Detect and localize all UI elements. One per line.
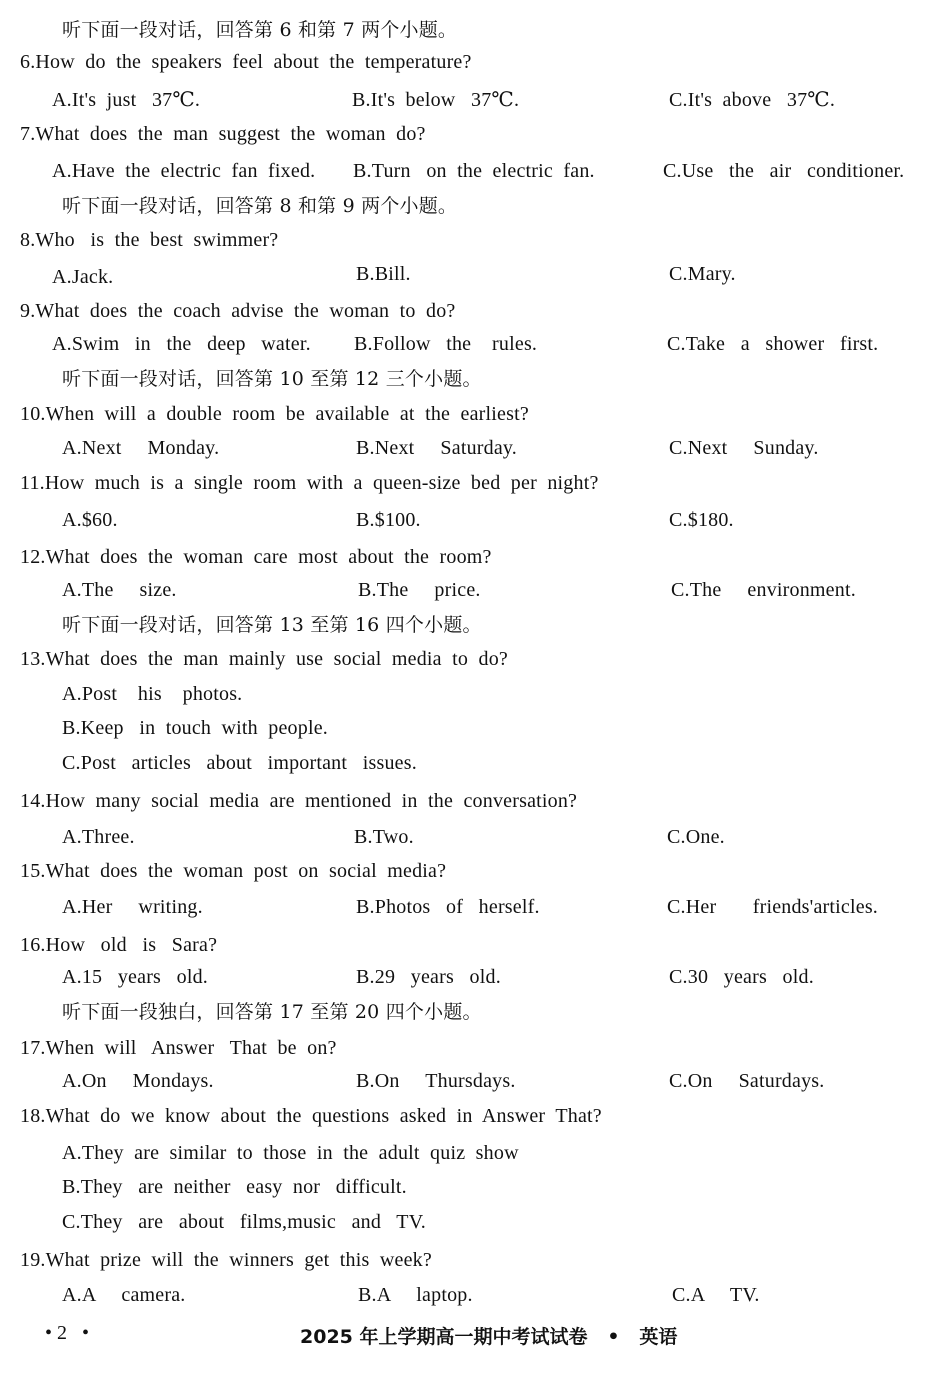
option-6b: B.It's below 37℃. <box>352 89 520 111</box>
question-12: 12.What does the woman care most about the room? <box>20 546 492 568</box>
option-16b: B.29 years old. <box>356 966 501 988</box>
option-12c: C.The environment. <box>671 579 856 601</box>
question-18: 18.What do we know about the questions asked in Answer That? <box>20 1105 602 1127</box>
option-16c: C.30 years old. <box>669 966 814 988</box>
option-17b: B.On Thursdays. <box>356 1070 516 1092</box>
option-11c: C.$180. <box>669 509 734 531</box>
option-9a: A.Swim in the deep water. <box>52 333 311 355</box>
instruction-10-12: 听下面一段对话，回答第 10 至第 12 三个小题。 <box>62 368 482 390</box>
page-number: • 2 • <box>45 1322 90 1344</box>
page-footer <box>0 1322 950 1350</box>
option-9c: C.Take a shower first. <box>667 333 879 355</box>
option-12b: B.The price. <box>358 579 481 601</box>
option-19a: A.A camera. <box>62 1284 186 1306</box>
option-14c: C.One. <box>667 826 725 848</box>
instruction-8-9: 听下面一段对话，回答第 8 和第 9 两个小题。 <box>62 195 458 217</box>
option-13a: A.Post his photos. <box>62 683 243 705</box>
option-17c: C.On Saturdays. <box>669 1070 825 1092</box>
option-17a: A.On Mondays. <box>62 1070 214 1092</box>
question-11: 11.How much is a single room with a queen-size bed per night? <box>20 472 599 494</box>
option-7a: A.Have the electric fan fixed. <box>52 160 316 182</box>
instruction-13-16: 听下面一段对话，回答第 13 至第 16 四个小题。 <box>62 614 482 636</box>
option-15c: C.Her friends'articles. <box>667 896 879 918</box>
option-9b: B.Follow the rules. <box>354 333 538 355</box>
option-10c: C.Next Sunday. <box>669 437 819 459</box>
option-18a: A.They are similar to those in the adult quiz show <box>62 1142 519 1164</box>
instruction-6-7: 听下面一段对话，回答第 6 和第 7 两个小题。 <box>62 19 458 41</box>
option-10b: B.Next Saturday. <box>356 437 518 459</box>
option-13b: B.Keep in touch with people. <box>62 717 328 739</box>
option-12a: A.The size. <box>62 579 177 601</box>
question-6: 6.How do the speakers feel about the temperature? <box>20 51 472 73</box>
option-7b: B.Turn on the electric fan. <box>353 160 595 182</box>
option-14a: A.Three. <box>62 826 135 848</box>
option-14b: B.Two. <box>354 826 414 848</box>
option-15a: A.Her writing. <box>62 896 203 918</box>
option-16a: A.15 years old. <box>62 966 208 988</box>
question-15: 15.What does the woman post on social media? <box>20 860 447 882</box>
question-14: 14.How many social media are mentioned in the conversation? <box>20 790 578 812</box>
option-10a: A.Next Monday. <box>62 437 220 459</box>
option-8c: C.Mary. <box>669 263 736 285</box>
option-19b: B.A laptop. <box>358 1284 473 1306</box>
option-6c: C.It's above 37℃. <box>669 89 836 111</box>
question-9: 9.What does the coach advise the woman to do? <box>20 300 456 322</box>
instruction-17-20: 听下面一段独白，回答第 17 至第 20 四个小题。 <box>62 1001 482 1023</box>
option-11b: B.$100. <box>356 509 421 531</box>
option-15b: B.Photos of herself. <box>356 896 540 918</box>
question-13: 13.What does the man mainly use social media to do? <box>20 648 508 670</box>
option-8a: A.Jack. <box>52 266 114 288</box>
question-16: 16.How old is Sara? <box>20 934 218 956</box>
option-8b: B.Bill. <box>356 263 411 285</box>
option-7c: C.Use the air conditioner. <box>663 160 905 182</box>
option-18b: B.They are neither easy nor difficult. <box>62 1176 407 1198</box>
option-13c: C.Post articles about important issues. <box>62 752 417 774</box>
question-17: 17.When will Answer That be on? <box>20 1037 337 1059</box>
option-6a: A.It's just 37℃. <box>52 89 201 111</box>
question-8: 8.Who is the best swimmer? <box>20 229 279 251</box>
option-19c: C.A TV. <box>672 1284 760 1306</box>
option-11a: A.$60. <box>62 509 118 531</box>
question-7: 7.What does the man suggest the woman do? <box>20 123 426 145</box>
question-10: 10.When will a double room be available at the earliest? <box>20 403 529 425</box>
exam-title: 2025 年上学期高一期中考试试卷 • 英语 <box>300 1326 678 1348</box>
option-18c: C.They are about films,music and TV. <box>62 1211 426 1233</box>
question-19: 19.What prize will the winners get this week? <box>20 1249 432 1271</box>
